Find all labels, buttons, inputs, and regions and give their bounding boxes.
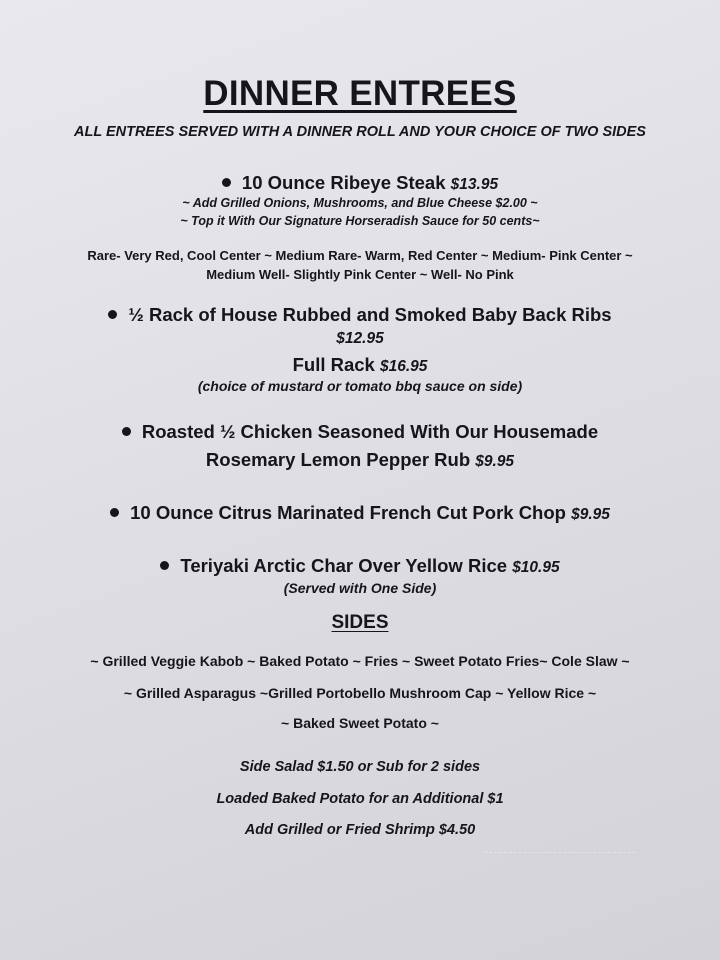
item-price: $9.95 bbox=[475, 453, 515, 470]
extra-side-salad: Side Salad $1.50 or Sub for 2 sides bbox=[239, 759, 481, 775]
item-name: 10 Ounce Ribeye Steak bbox=[241, 172, 446, 193]
item-price: $9.95 bbox=[571, 506, 610, 523]
ribs-full-rack bbox=[0, 354, 720, 376]
steak-sauce-note: ~ Top it With Our Signature Horseradish Sauce for 50 cents~ bbox=[180, 214, 540, 228]
menu-item-arctic-char bbox=[0, 555, 720, 577]
sides-heading: SIDES bbox=[331, 612, 389, 633]
menu-item-ribs bbox=[0, 304, 720, 326]
page-title: DINNER ENTREES bbox=[203, 74, 517, 113]
item-name: Teriyaki Arctic Char Over Yellow Rice bbox=[180, 555, 508, 576]
chicken-line-2 bbox=[0, 449, 720, 471]
sides-line-1: ~ Grilled Veggie Kabob ~ Baked Potato ~ Fries ~ Sweet Potato Fries~ Cole Slaw ~ bbox=[90, 653, 630, 669]
item-name: ½ Rack of House Rubbed and Smoked Baby Back Ribs bbox=[128, 304, 612, 325]
menu-item-pork-chop bbox=[0, 502, 720, 524]
item-name: 10 Ounce Citrus Marinated French Cut Pork Chop bbox=[130, 502, 566, 523]
steak-add-on: ~ Add Grilled Onions, Mushrooms, and Blue Cheese $2.00 ~ bbox=[182, 196, 538, 210]
sides-line-3: ~ Baked Sweet Potato ~ bbox=[281, 715, 439, 731]
full-rack-label: Full Rack bbox=[292, 354, 375, 375]
item-price: $13.95 bbox=[450, 176, 499, 193]
watermark bbox=[484, 852, 636, 903]
full-rack-price: $16.95 bbox=[379, 358, 428, 375]
ribs-price: $12.95 bbox=[336, 330, 384, 347]
bullet-icon bbox=[222, 178, 231, 187]
char-note: (Served with One Side) bbox=[283, 580, 437, 596]
item-name: Roasted ½ Chicken Seasoned With Our Housemade bbox=[141, 421, 599, 442]
steak-temps-line-2: Medium Well- Slightly Pink Center ~ Well- No Pink bbox=[206, 267, 514, 282]
bullet-icon bbox=[122, 427, 131, 436]
extra-loaded-potato: Loaded Baked Potato for an Additional $1 bbox=[216, 791, 504, 807]
page-subtitle: ALL ENTREES SERVED WITH A DINNER ROLL AND YOUR CHOICE OF TWO SIDES bbox=[74, 124, 646, 140]
bullet-icon bbox=[110, 508, 119, 517]
extra-shrimp: Add Grilled or Fried Shrimp $4.50 bbox=[244, 822, 476, 838]
bullet-icon bbox=[108, 310, 117, 319]
menu-item-chicken bbox=[0, 421, 720, 443]
sides-line-2: ~ Grilled Asparagus ~Grilled Portobello Mushroom Cap ~ Yellow Rice ~ bbox=[123, 685, 597, 701]
ribs-sauce-note: (choice of mustard or tomato bbq sauce on side) bbox=[197, 378, 523, 394]
item-name-cont: Rosemary Lemon Pepper Rub bbox=[205, 449, 471, 470]
menu-item-ribeye bbox=[0, 172, 720, 194]
steak-temps-line-1: Rare- Very Red, Cool Center ~ Medium Rare- Warm, Red Center ~ Medium- Pink Center ~ bbox=[87, 248, 633, 263]
item-price: $10.95 bbox=[512, 559, 560, 576]
bullet-icon bbox=[160, 561, 169, 570]
